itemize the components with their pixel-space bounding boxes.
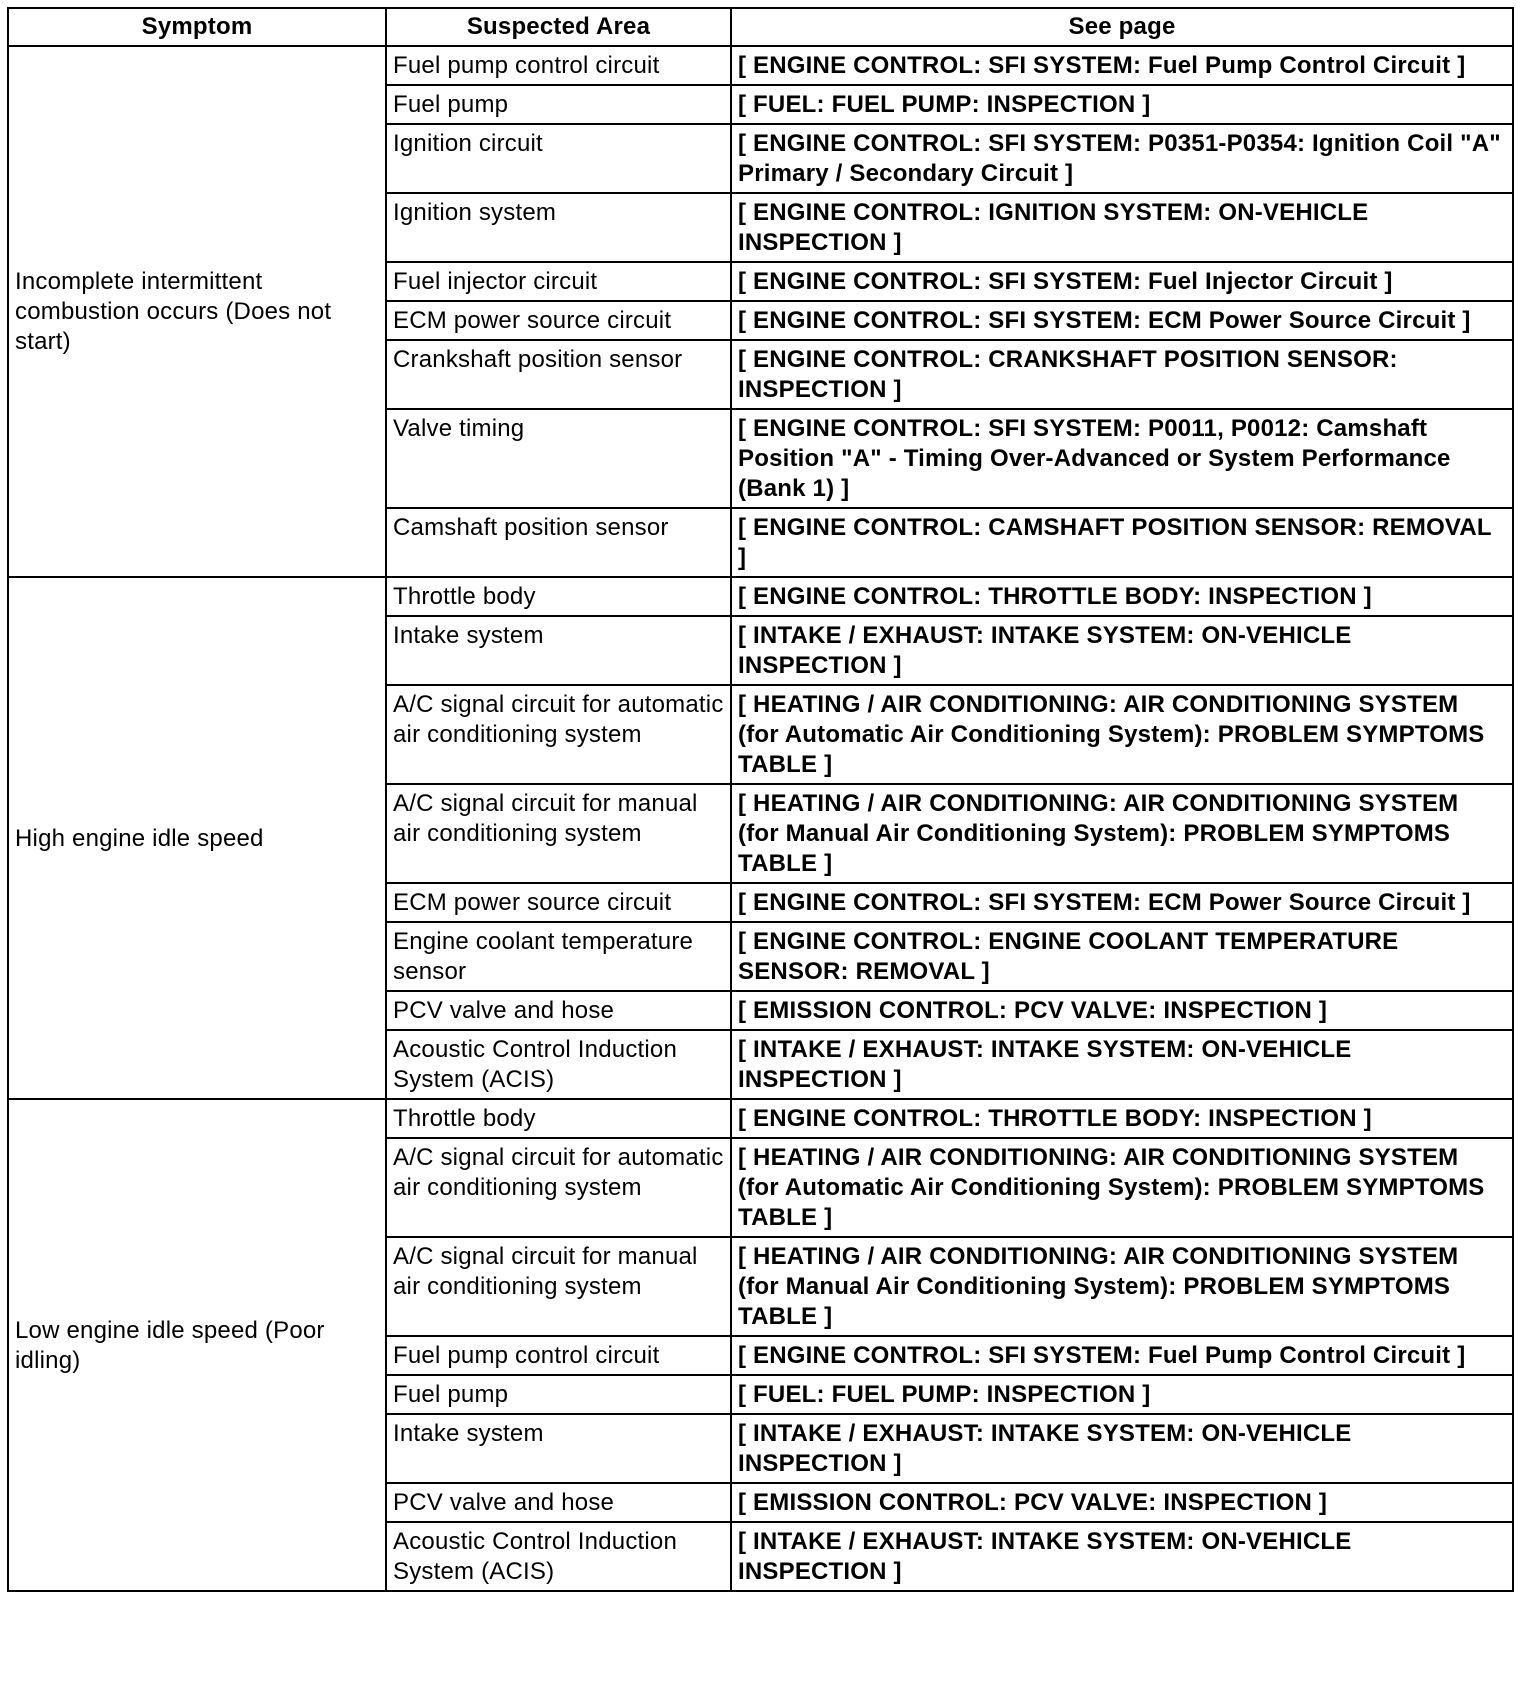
see-page-link[interactable]: [ INTAKE / EXHAUST: INTAKE SYSTEM: ON-VEHICLE INSPECTION ] <box>731 1414 1513 1483</box>
suspected-area-cell: PCV valve and hose <box>386 1483 731 1522</box>
problem-symptoms-table <box>7 7 1514 1592</box>
see-page-link[interactable]: [ ENGINE CONTROL: THROTTLE BODY: INSPECTION ] <box>731 1099 1513 1138</box>
suspected-area-cell: Throttle body <box>386 1099 731 1138</box>
suspected-area-cell: PCV valve and hose <box>386 991 731 1030</box>
see-page-link[interactable]: [ HEATING / AIR CONDITIONING: AIR CONDITIONING SYSTEM (for Automatic Air Conditioning System): PROBLEM SYMPTOMS TABLE ] <box>731 1138 1513 1237</box>
symptom-cell: Incomplete intermittent combustion occurs (Does not start) <box>8 46 386 577</box>
see-page-link[interactable]: [ ENGINE CONTROL: THROTTLE BODY: INSPECTION ] <box>731 577 1513 616</box>
see-page-link[interactable]: [ ENGINE CONTROL: CAMSHAFT POSITION SENSOR: REMOVAL ] <box>731 508 1513 577</box>
see-page-link[interactable]: [ ENGINE CONTROL: CRANKSHAFT POSITION SENSOR: INSPECTION ] <box>731 340 1513 409</box>
see-page-link[interactable]: [ FUEL: FUEL PUMP: INSPECTION ] <box>731 85 1513 124</box>
suspected-area-cell: A/C signal circuit for manual air conditioning system <box>386 1237 731 1336</box>
table-row <box>8 1099 1513 1138</box>
see-page-link[interactable]: [ ENGINE CONTROL: IGNITION SYSTEM: ON-VEHICLE INSPECTION ] <box>731 193 1513 262</box>
header-row <box>8 8 1513 46</box>
suspected-area-cell: Fuel pump <box>386 85 731 124</box>
suspected-area-cell: Valve timing <box>386 409 731 508</box>
see-page-link[interactable]: [ ENGINE CONTROL: SFI SYSTEM: ECM Power Source Circuit ] <box>731 883 1513 922</box>
suspected-area-cell: Ignition circuit <box>386 124 731 193</box>
see-page-link[interactable]: [ HEATING / AIR CONDITIONING: AIR CONDITIONING SYSTEM (for Automatic Air Conditioning System): PROBLEM SYMPTOMS TABLE ] <box>731 685 1513 784</box>
suspected-area-cell: Crankshaft position sensor <box>386 340 731 409</box>
see-page-link[interactable]: [ INTAKE / EXHAUST: INTAKE SYSTEM: ON-VEHICLE INSPECTION ] <box>731 616 1513 685</box>
table-body <box>8 46 1513 1591</box>
suspected-area-cell: Ignition system <box>386 193 731 262</box>
suspected-area-cell: Acoustic Control Induction System (ACIS) <box>386 1030 731 1099</box>
suspected-area-cell: Acoustic Control Induction System (ACIS) <box>386 1522 731 1591</box>
see-page-link[interactable]: [ ENGINE CONTROL: SFI SYSTEM: Fuel Pump Control Circuit ] <box>731 46 1513 85</box>
see-page-link[interactable]: [ ENGINE CONTROL: ENGINE COOLANT TEMPERATURE SENSOR: REMOVAL ] <box>731 922 1513 991</box>
suspected-area-cell: Camshaft position sensor <box>386 508 731 577</box>
header-suspected-area: Suspected Area <box>386 8 731 46</box>
table-row <box>8 577 1513 616</box>
see-page-link[interactable]: [ ENGINE CONTROL: SFI SYSTEM: Fuel Injector Circuit ] <box>731 262 1513 301</box>
see-page-link[interactable]: [ ENGINE CONTROL: SFI SYSTEM: P0351-P0354: Ignition Coil "A" Primary / Secondary Circuit ] <box>731 124 1513 193</box>
see-page-link[interactable]: [ INTAKE / EXHAUST: INTAKE SYSTEM: ON-VEHICLE INSPECTION ] <box>731 1522 1513 1591</box>
suspected-area-cell: A/C signal circuit for manual air conditioning system <box>386 784 731 883</box>
header-symptom: Symptom <box>8 8 386 46</box>
table-header <box>8 8 1513 46</box>
see-page-link[interactable]: [ ENGINE CONTROL: SFI SYSTEM: P0011, P0012: Camshaft Position "A" - Timing Over-Advanced or System Performance (Bank 1) ] <box>731 409 1513 508</box>
suspected-area-cell: A/C signal circuit for automatic air conditioning system <box>386 1138 731 1237</box>
symptom-cell: High engine idle speed <box>8 577 386 1099</box>
see-page-link[interactable]: [ ENGINE CONTROL: SFI SYSTEM: Fuel Pump Control Circuit ] <box>731 1336 1513 1375</box>
suspected-area-cell: Intake system <box>386 616 731 685</box>
see-page-link[interactable]: [ ENGINE CONTROL: SFI SYSTEM: ECM Power Source Circuit ] <box>731 301 1513 340</box>
see-page-link[interactable]: [ HEATING / AIR CONDITIONING: AIR CONDITIONING SYSTEM (for Manual Air Conditioning System): PROBLEM SYMPTOMS TABLE ] <box>731 1237 1513 1336</box>
suspected-area-cell: Fuel pump control circuit <box>386 1336 731 1375</box>
see-page-link[interactable]: [ EMISSION CONTROL: PCV VALVE: INSPECTION ] <box>731 991 1513 1030</box>
suspected-area-cell: Fuel pump control circuit <box>386 46 731 85</box>
suspected-area-cell: Intake system <box>386 1414 731 1483</box>
table-row <box>8 46 1513 85</box>
suspected-area-cell: ECM power source circuit <box>386 301 731 340</box>
suspected-area-cell: Fuel pump <box>386 1375 731 1414</box>
see-page-link[interactable]: [ FUEL: FUEL PUMP: INSPECTION ] <box>731 1375 1513 1414</box>
suspected-area-cell: Fuel injector circuit <box>386 262 731 301</box>
symptom-cell: Low engine idle speed (Poor idling) <box>8 1099 386 1591</box>
see-page-link[interactable]: [ INTAKE / EXHAUST: INTAKE SYSTEM: ON-VEHICLE INSPECTION ] <box>731 1030 1513 1099</box>
header-see-page: See page <box>731 8 1513 46</box>
suspected-area-cell: Throttle body <box>386 577 731 616</box>
suspected-area-cell: ECM power source circuit <box>386 883 731 922</box>
suspected-area-cell: Engine coolant temperature sensor <box>386 922 731 991</box>
see-page-link[interactable]: [ EMISSION CONTROL: PCV VALVE: INSPECTION ] <box>731 1483 1513 1522</box>
suspected-area-cell: A/C signal circuit for automatic air conditioning system <box>386 685 731 784</box>
see-page-link[interactable]: [ HEATING / AIR CONDITIONING: AIR CONDITIONING SYSTEM (for Manual Air Conditioning System): PROBLEM SYMPTOMS TABLE ] <box>731 784 1513 883</box>
